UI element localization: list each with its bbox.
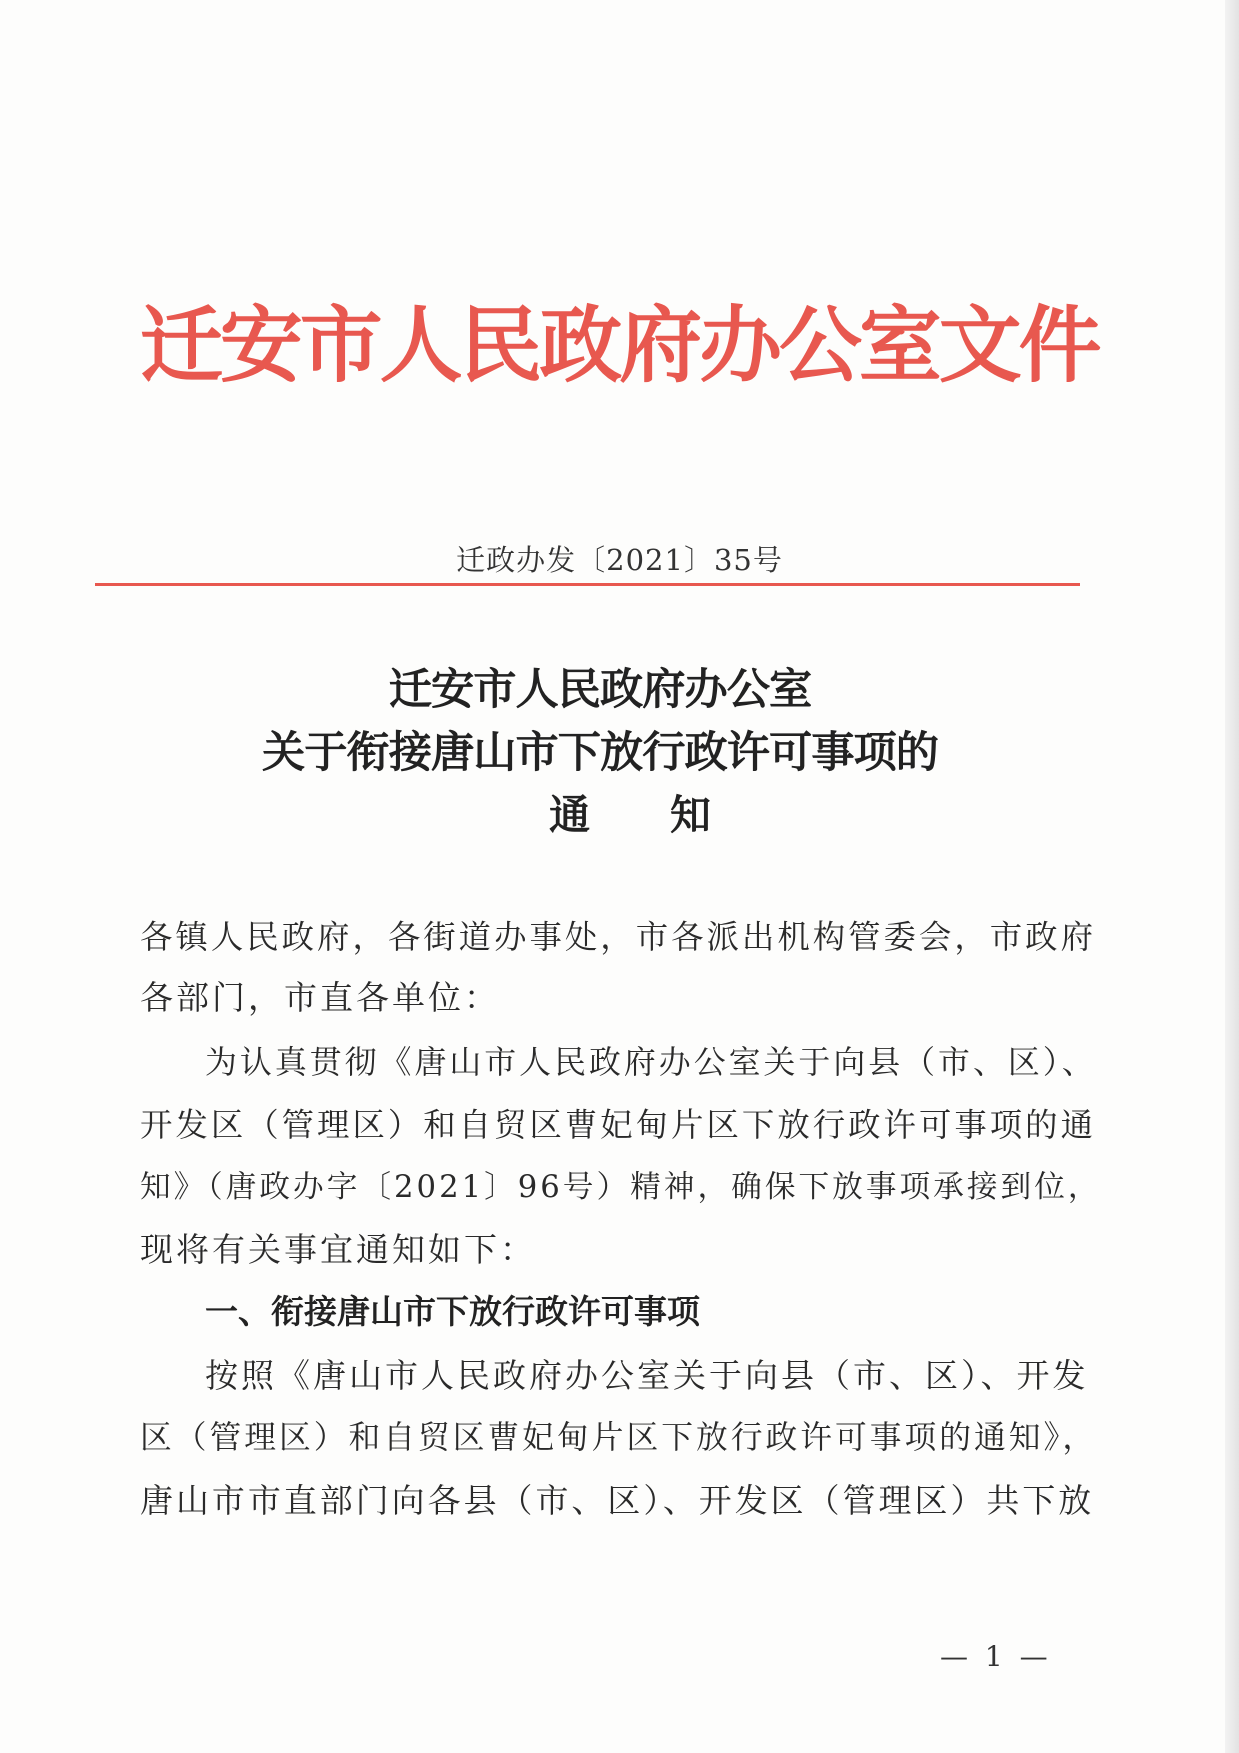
document-number: 迁政办发〔2021〕35号 bbox=[456, 543, 783, 577]
intro-line-2: 开发区（管理区）和自贸区曹妃甸片区下放行政许可事项的通 bbox=[140, 1106, 1096, 1144]
addressee-line-1: 各镇人民政府，各街道办事处，市各派出机构管委会，市政府 bbox=[140, 918, 1096, 956]
document-masthead: 迁安市人民政府办公室文件 bbox=[140, 296, 1099, 394]
scan-edge bbox=[1225, 0, 1239, 1753]
section-1-heading: 一、衔接唐山市下放行政许可事项 bbox=[205, 1292, 700, 1331]
intro-line-3: 知》（唐政办字〔2021〕96号）精神，确保下放事项承接到位， bbox=[140, 1170, 1102, 1205]
intro-line-1: 为认真贯彻《唐山市人民政府办公室关于向县（市、区）、 bbox=[205, 1043, 1097, 1081]
section-1-line-1: 按照《唐山市人民政府办公室关于向县（市、区）、开发 bbox=[205, 1356, 1089, 1395]
red-divider-line bbox=[95, 583, 1080, 586]
addressee-line-2: 各部门，市直各单位： bbox=[140, 978, 500, 1017]
section-1-line-3: 唐山市市直部门向各县（市、区）、开发区（管理区）共下放 bbox=[140, 1481, 1095, 1520]
page-number: — 1 — bbox=[940, 1640, 1052, 1673]
title-line-2: 关于衔接唐山市下放行政许可事项的 bbox=[261, 727, 938, 778]
intro-line-4: 现将有关事宜通知如下： bbox=[140, 1230, 536, 1269]
title-line-3: 通知 bbox=[549, 791, 791, 839]
section-1-line-2: 区（管理区）和自贸区曹妃甸片区下放行政许可事项的通知》， bbox=[140, 1420, 1098, 1456]
title-line-1: 迁安市人民政府办公室 bbox=[388, 664, 812, 715]
